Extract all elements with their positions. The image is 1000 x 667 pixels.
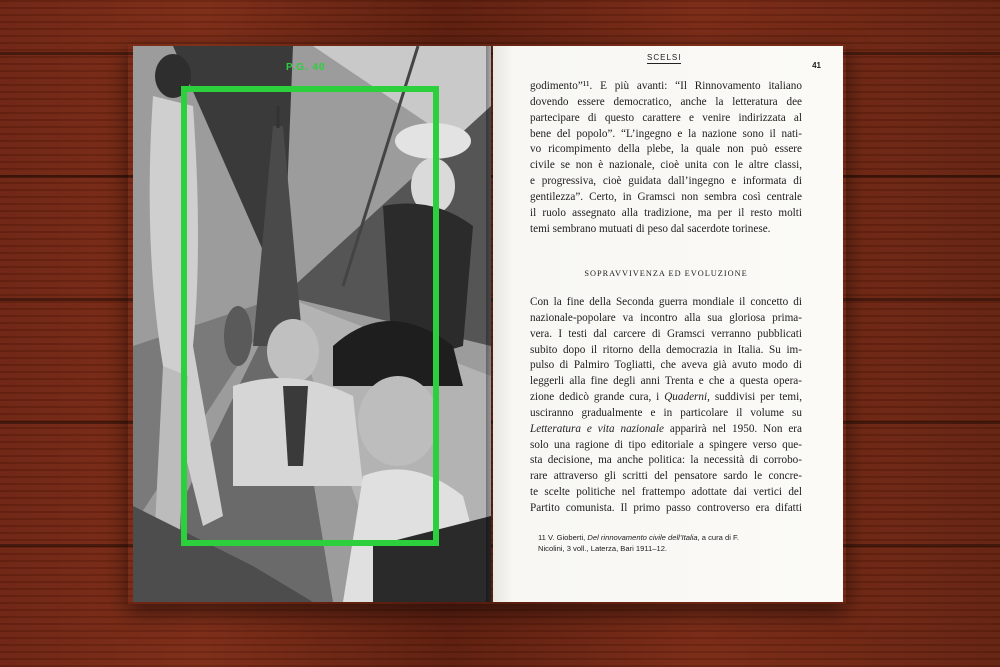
footnote-line [538, 532, 808, 543]
text-line: vera. I testi dal carcere di Gramsci verranno pubblicati [530, 327, 802, 340]
left-page [133, 46, 491, 602]
text-line: Con la fine della Seconda guerra mondiale il concetto di [530, 296, 802, 308]
text-line: vo ricompimento della plebe, la quale non può essere [530, 143, 802, 156]
text-line: solo una ragione di tipo editoriale a spingere verso que- [530, 438, 802, 451]
right-page [493, 46, 843, 602]
section-title: SOPRAVVIVENZA ED EVOLUZIONE [584, 269, 748, 278]
text-line: te scelte politiche nel frattempo adottate dai vertici del [530, 486, 802, 499]
text-fragment: zione dedicò grande cura, i [530, 391, 665, 404]
running-head: SCELSI [647, 53, 682, 62]
text-line: partecipare di questo carattere e venire indirizzata al [530, 111, 802, 124]
footnote-prefix: 11 V. Gioberti, [538, 533, 588, 542]
text-line: civile se non è nazionale, cioè unita con le altre classi, [530, 159, 802, 172]
text-line-mixed [530, 422, 802, 438]
italic-quaderni: Quaderni, [664, 391, 710, 404]
text-line: gentilezza”. Certo, in Gramsci non sembra così centrale [530, 190, 802, 203]
text-line: usciranno gradualmente e in particolare il volume su [530, 406, 802, 419]
text-line: sta decisione, ma anche politica: la necessità di corrobo- [530, 454, 802, 467]
footnote-line: Nicolini, 3 voll., Laterza, Bari 1911–12. [538, 544, 668, 553]
text-line: leggerli alla fine degli anni Trenta e che a questa opera- [530, 375, 802, 388]
footnote-title: Del rinnovamento civile dell’Italia [587, 533, 698, 542]
text-fragment: apparirà nel 1950. Non era [669, 422, 802, 435]
text-fragment: suddivisi per temi, [714, 391, 803, 404]
page-number: 41 [812, 61, 821, 70]
text-line: bene del popolo”. “L’ingegno e la nazione sono il nati- [530, 127, 802, 140]
text-line: rare attraverso gli scritti del pensatore sardo le concre- [530, 470, 802, 483]
text-line: subito dopo il ritorno della democrazia in Italia. Su im- [530, 343, 802, 356]
text-line: dovendo essere democratico, anche la letteratura dee [530, 95, 802, 108]
italic-letteratura: Letteratura e vita nazionale [530, 422, 664, 435]
text-line: Partito comunista. Il primo passo controverso era difatti [530, 501, 802, 514]
text-line-mixed [530, 390, 802, 406]
left-folio-label: P.G. 40 [286, 62, 326, 73]
text-line: e progressiva, cioè guidata dall’ingegno e informata di [530, 175, 802, 188]
footnote [538, 532, 808, 554]
text-line: godimento”¹¹. E più avanti: “Il Rinnovamento italiano [530, 80, 802, 92]
text-line: il ruolo assegnato alla tradizione, ma per il resto molti [530, 206, 802, 219]
green-highlight-frame [181, 86, 439, 546]
footnote-suffix: , a cura di F. [697, 533, 739, 542]
paragraph-1 [530, 79, 802, 237]
text-line: nazionale-popolare va incontro alla sua gloriosa prima- [530, 311, 802, 324]
text-line: pulso di Palmiro Togliatti, che aveva già avuto modo di [530, 359, 802, 372]
text-line: temi sembrano mutuati di peso dal sacerdote torinese. [530, 222, 771, 235]
paragraph-2 [530, 295, 802, 517]
